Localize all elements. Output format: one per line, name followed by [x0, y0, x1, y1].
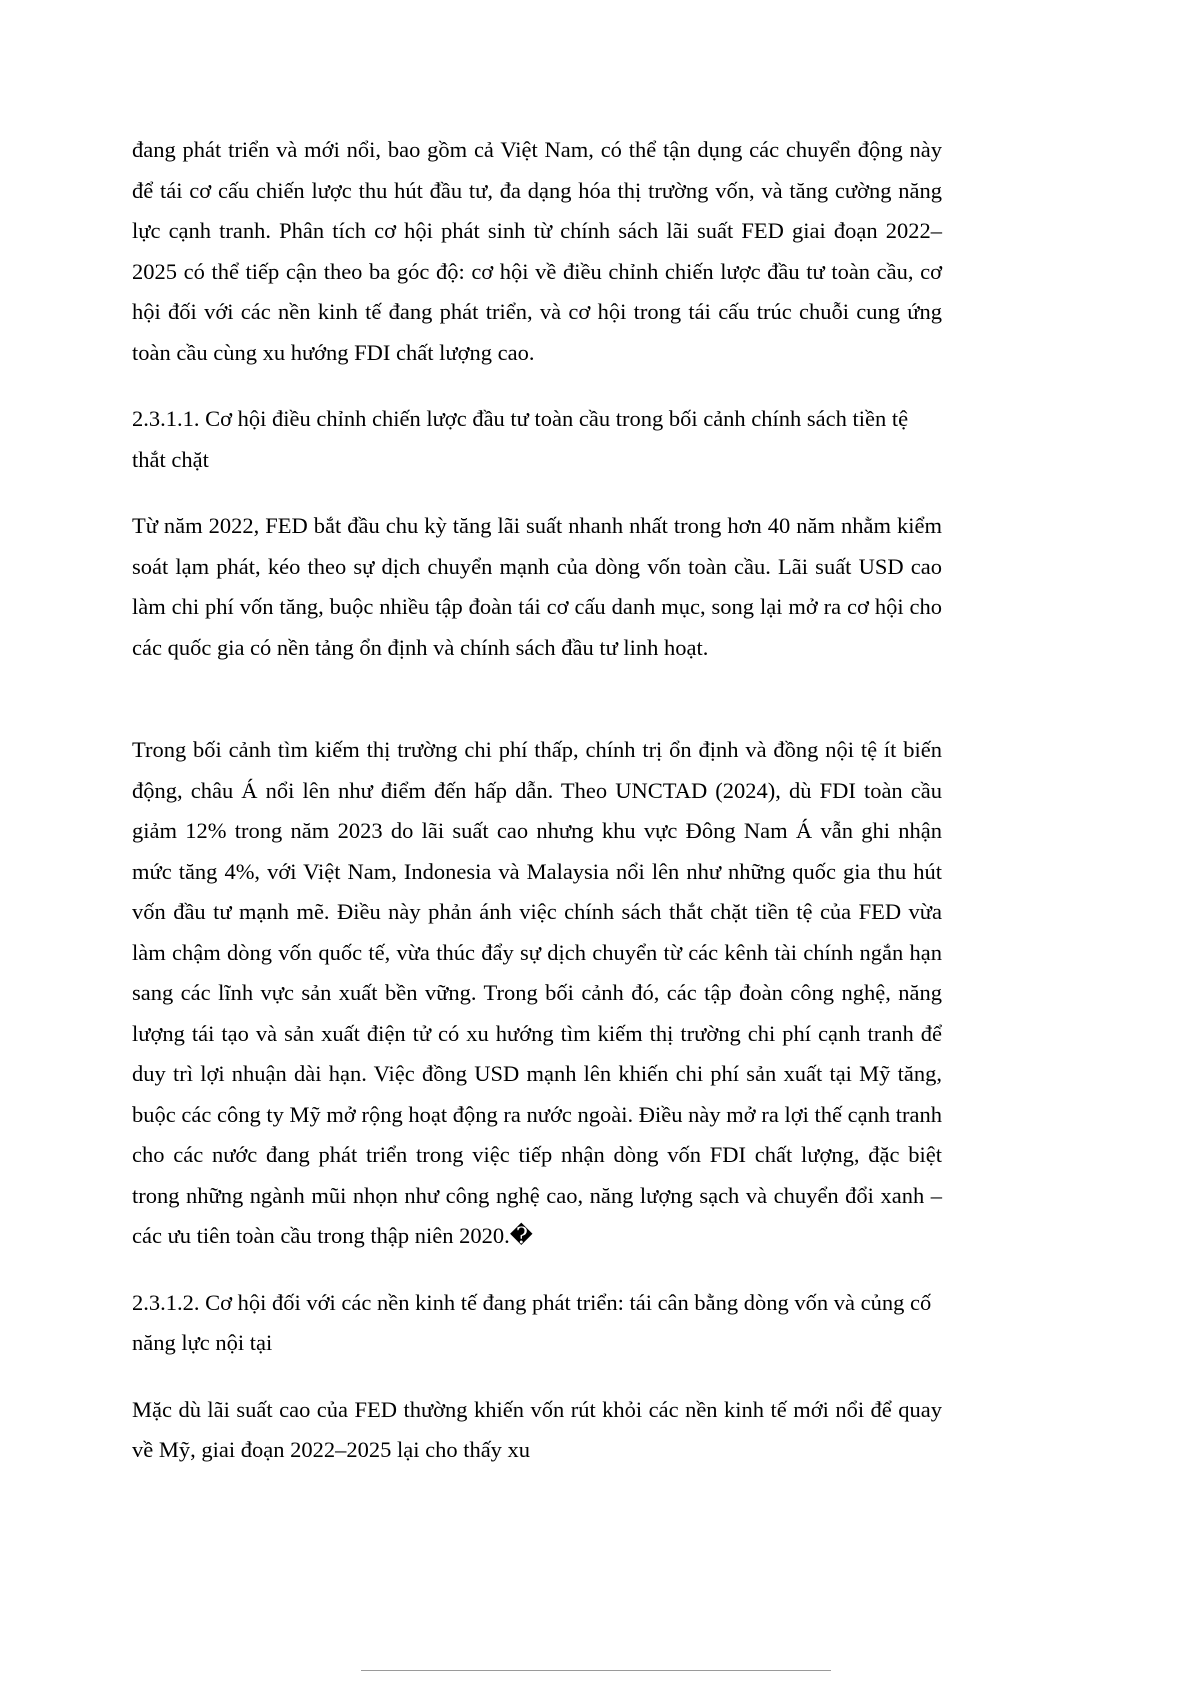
paragraph-emerging: Mặc dù lãi suất cao của FED thường khiến vốn rút khỏi các nền kinh tế mới nổi để quay về Mỹ, giai đoạn 2022–2025 lại cho thấy xu [132, 1396, 942, 1462]
spacer [132, 1364, 942, 1390]
page-bottom-divider [361, 1670, 831, 1671]
document-text-column [132, 130, 942, 1471]
heading-2-3-1-2: 2.3.1.2. Cơ hội đối với các nền kinh tế đang phát triển: tái cân bằng dòng vốn và củng cố năng lực nội tại [132, 1289, 932, 1355]
paragraph-fed-cycle: Từ năm 2022, FED bắt đầu chu kỳ tăng lãi suất nhanh nhất trong hơn 40 năm nhằm kiểm soát lạm phát, kéo theo sự dịch chuyển mạnh của dòng vốn toàn cầu. Lãi suất USD cao làm chi phí vốn tăng, buộc nhiều tập đoàn tái cơ cấu danh mục, song lại mở ra cơ hội cho các quốc gia có nền tảng ổn định và chính sách đầu tư linh hoạt. [132, 513, 942, 660]
paragraph-unctad: Trong bối cảnh tìm kiếm thị trường chi phí thấp, chính trị ổn định và đồng nội tệ ít biến động, châu Á nổi lên như điểm đến hấp dẫn. Theo UNCTAD (2024), dù FDI toàn cầu giảm 12% trong năm 2023 do lãi suất cao nhưng khu vực Đông Nam Á vẫn ghi nhận mức tăng 4%, với Việt Nam, Indonesia và Malaysia nổi lên như những quốc gia thu hút vốn đầu tư mạnh mẽ. Điều này phản ánh việc chính sách thắt chặt tiền tệ của FED vừa làm chậm dòng vốn quốc tế, vừa thúc đẩy sự dịch chuyển từ các kênh tài chính ngắn hạn sang các lĩnh vực sản xuất bền vững. Trong bối cảnh đó, các tập đoàn công nghệ, năng lượng tái tạo và sản xuất điện tử có xu hướng tìm kiếm thị trường chi phí cạnh tranh để duy trì lợi nhuận dài hạn. Việc đồng USD mạnh lên khiến chi phí sản xuất tại Mỹ tăng, buộc các công ty Mỹ mở rộng hoạt động ra nước ngoài. Điều này mở ra lợi thế cạnh tranh cho các nước đang phát triển trong việc tiếp nhận dòng vốn FDI chất lượng, đặc biệt trong những ngành mũi nhọn như công nghệ cao, năng lượng sạch và chuyển đổi xanh – các ưu tiên toàn cầu trong thập niên 2020.� [132, 737, 942, 1248]
paragraph-intro: đang phát triển và mới nổi, bao gồm cả Việt Nam, có thể tận dụng các chuyển động này để tái cơ cấu chiến lược thu hút đầu tư, đa dạng hóa thị trường vốn, và tăng cường năng lực cạnh tranh. Phân tích cơ hội phát sinh từ chính sách lãi suất FED giai đoạn 2022–2025 có thể tiếp cận theo ba góc độ: cơ hội về điều chỉnh chiến lược đầu tư toàn cầu, cơ hội đối với các nền kinh tế đang phát triển, và cơ hội trong tái cấu trúc chuỗi cung ứng toàn cầu cùng xu hướng FDI chất lượng cao. [132, 137, 942, 365]
spacer [132, 373, 942, 399]
spacer [132, 668, 942, 730]
spacer [132, 1257, 942, 1283]
heading-2-3-1-1: 2.3.1.1. Cơ hội điều chỉnh chiến lược đầu tư toàn cầu trong bối cảnh chính sách tiền tệ thắt chặt [132, 406, 909, 472]
spacer [132, 480, 942, 506]
